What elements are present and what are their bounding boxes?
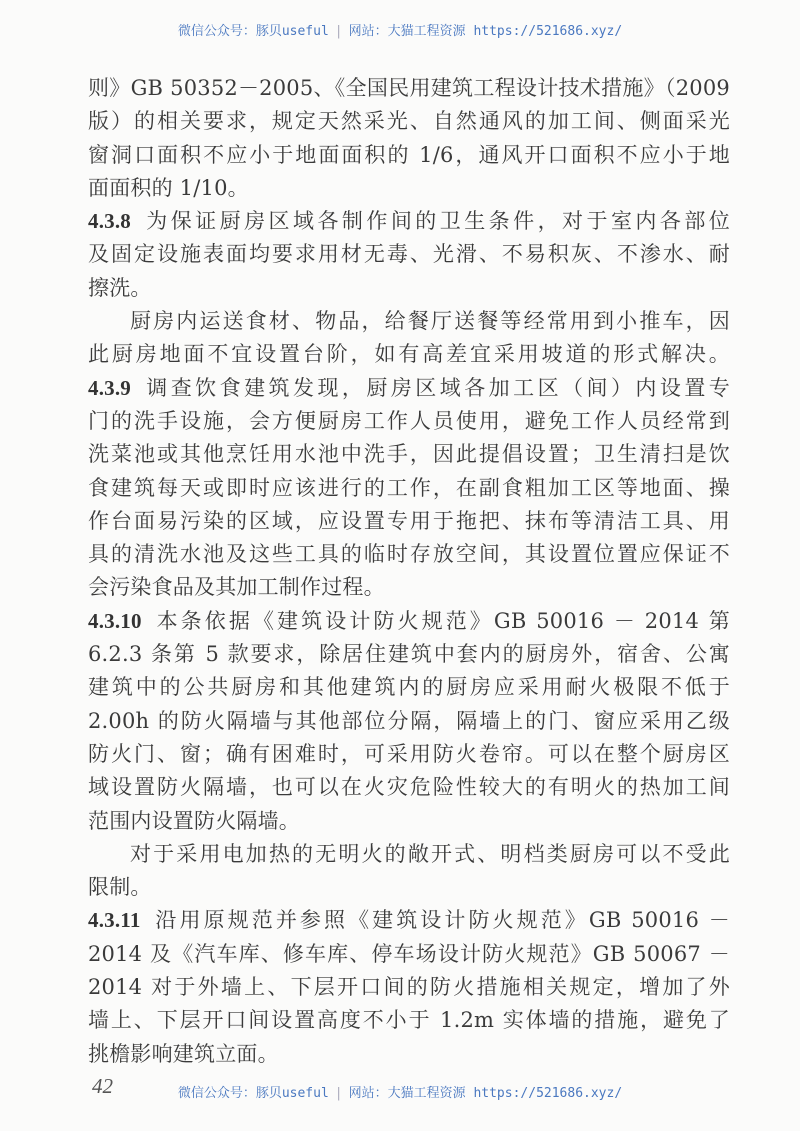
text-line (88, 838, 730, 871)
page-number: 42 (92, 1074, 113, 1098)
line-text: 挑檐影响建筑立面。 (88, 1041, 279, 1066)
line-text: 本条依据《建筑设计防火规范》GB 50016 － 2014 第 (153, 608, 730, 633)
line-text: 食建筑每天或即时应该进行的工作，在副食粗加工区等地面、操 (88, 475, 730, 500)
line-text: 具的清洗水池及这些工具的临时存放空间，其设置位置应保证不 (88, 542, 730, 567)
line-text: 及固定设施表面均要求用材无毒、光滑、不易积灰、不渗水、耐 (88, 242, 730, 267)
text-line (88, 1004, 730, 1037)
text-line (88, 238, 730, 271)
line-text: 作台面易污染的区域，应设置专用于拖把、抹布等清洁工具、用 (88, 508, 730, 533)
line-text: 沿用原规范并参照《建筑设计防火规范》GB 50016 － (152, 908, 730, 933)
text-line (88, 105, 730, 138)
text-line (88, 139, 730, 172)
text-line (88, 505, 730, 538)
line-text: 墙上、下层开口间设置高度不小于 1.2m 实体墙的措施，避免了 (88, 1008, 730, 1033)
line-text: 门的洗手设施，会方便厨房工作人员使用，避免工作人员经常到 (88, 408, 730, 433)
line-text: 厨房内运送食材、物品，给餐厅送餐等经常用到小推车，因 (130, 309, 730, 334)
line-text: 则》GB 50352－2005、《全国民用建筑工程设计技术措施》（2009 (88, 76, 730, 100)
line-text: 对于采用电加热的无明火的敞开式、明档类厨房可以不受此 (130, 841, 730, 866)
line-text: 面面积的 1/10。 (88, 175, 249, 200)
line-text: 版）的相关要求，规定天然采光、自然通风的加工间、侧面采光 (88, 109, 730, 134)
line-text: 2014 对于外墙上、下层开口间的防火措施相关规定，增加了外 (88, 975, 730, 1000)
text-line (88, 272, 730, 305)
line-text: 建筑中的公共厨房和其他建筑内的厨房应采用耐火极限不低于 (88, 675, 730, 700)
text-line (88, 571, 730, 604)
text-line (88, 805, 730, 838)
clause-line (88, 205, 730, 238)
line-text: 调查饮食建筑发现，厨房区域各加工区（间）内设置专 (143, 375, 730, 400)
text-line (88, 472, 730, 505)
document-body (88, 72, 730, 1071)
watermark-separator: | (334, 1086, 343, 1101)
line-text: 为保证厨房区域各制作间的卫生条件，对于室内各部位 (143, 209, 730, 234)
watermark-separator: | (334, 24, 343, 39)
text-line (88, 738, 730, 771)
footer-watermark (0, 1082, 800, 1101)
text-line (88, 1038, 730, 1071)
clause-number: 4.3.8 (88, 209, 131, 234)
text-line (88, 405, 730, 438)
text-line (88, 305, 730, 338)
text-line (88, 438, 730, 471)
line-text: 2014 及《汽车库、修车库、停车场设计防火规范》GB 50067 － (88, 941, 730, 966)
line-text: 此厨房地面不宜设置台阶，如有高差宜采用坡道的形式解决。 (88, 342, 730, 367)
text-line (88, 172, 730, 205)
line-text: 6.2.3 条第 5 款要求，除居住建筑中套内的厨房外，宿舍、公寓 (88, 642, 730, 667)
watermark-website: 网站：大猫工程资源 https://521686.xyz/ (348, 24, 623, 39)
line-text: 防火门、窗；确有困难时，可采用防火卷帘。可以在整个厨房区 (88, 741, 730, 766)
line-text: 擦洗。 (88, 275, 152, 300)
line-text: 会污染食品及其加工制作过程。 (88, 575, 385, 600)
clause-line (88, 605, 730, 638)
header-watermark (0, 20, 800, 39)
text-line (88, 705, 730, 738)
text-line (88, 871, 730, 904)
text-line (88, 771, 730, 804)
watermark-wechat: 微信公众号：豚贝useful (177, 1086, 329, 1101)
text-line (88, 671, 730, 704)
line-text: 2.00h 的防火隔墙与其他部位分隔，隔墙上的门、窗应采用乙级 (88, 708, 730, 733)
clause-number: 4.3.10 (88, 608, 142, 633)
line-text: 窗洞口面积不应小于地面面积的 1/6，通风开口面积不应小于地 (88, 142, 730, 167)
line-text: 范围内设置防火隔墙。 (88, 808, 300, 833)
clause-number: 4.3.11 (88, 908, 141, 933)
text-line (88, 72, 730, 105)
text-line (88, 538, 730, 571)
text-line (88, 938, 730, 971)
line-text: 洗菜池或其他烹饪用水池中洗手，因此提倡设置；卫生清扫是饮 (88, 442, 730, 467)
text-line (88, 638, 730, 671)
clause-number: 4.3.9 (88, 375, 131, 400)
clause-line (88, 372, 730, 405)
text-line (88, 338, 730, 371)
watermark-website: 网站：大猫工程资源 https://521686.xyz/ (348, 1086, 623, 1101)
line-text: 域设置防火隔墙，也可以在火灾危险性较大的有明火的热加工间 (88, 775, 730, 800)
text-line (88, 971, 730, 1004)
line-text: 限制。 (88, 875, 152, 900)
clause-line (88, 904, 730, 937)
watermark-wechat: 微信公众号：豚贝useful (177, 24, 329, 39)
